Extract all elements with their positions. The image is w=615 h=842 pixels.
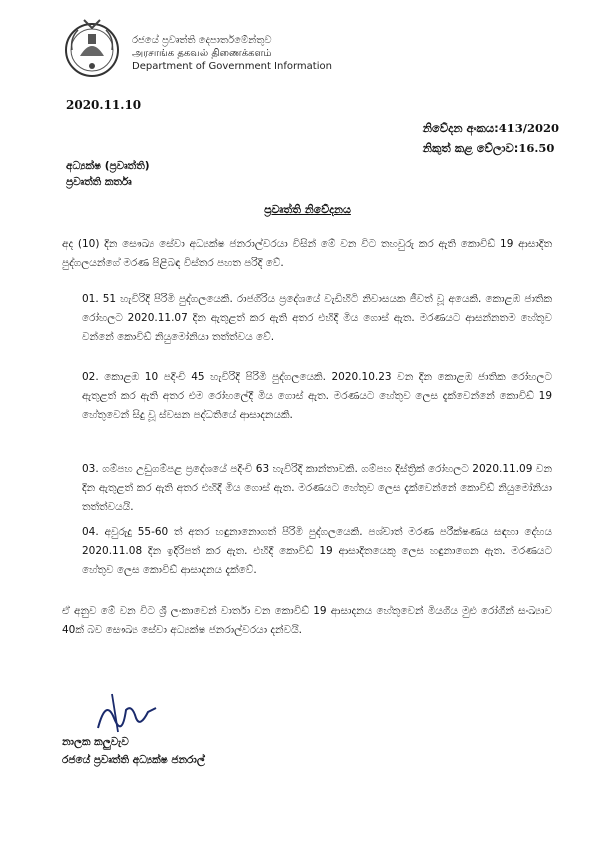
department-name-tamil: அரசாங்க தகவல் திணைக்களம் (132, 48, 272, 59)
letterhead (62, 12, 482, 84)
list-item-number: 04. (82, 526, 99, 538)
list-item (82, 523, 552, 580)
signatory-title: රජයේ ප්‍රවෘත්ති අධ්‍යක්ෂ ජනරාල් (62, 754, 205, 766)
issued-time-label: නිකුත් කළ වේලාව: (422, 141, 519, 155)
issued-time (423, 138, 559, 158)
release-meta (423, 118, 559, 158)
list-item-text: ගම්පහ උඩුගම්පළ ප්‍රදේශයේ පදිංචි 63 හැවිරිදි කාන්තාවකි. ගම්පහ දිස්ත්‍රික් රෝහලට 2020.11.09 වන දින ඇතුළත් කර ඇති අතර එහිදී මිය ගොස් ඇත. මරණයට හේතුව ලෙස දැක්වෙන්නේ කොවිඩ් නියුමෝනියා තත්ත්වයයි. (82, 463, 552, 513)
department-names (132, 34, 332, 73)
document-title-text: ප්‍රවෘත්ති නිවේදනය (264, 203, 351, 216)
list-item-text: 51 හැවිරිදි පිරිමි පුද්ගලයෙකි. රාජගිරිය ප්‍රදේශයේ වැඩිහිටි නිවාසයක ජීවත් වූ අයෙකි. කොළඹ ජාතික රෝහලට 2020.11.07 දින ඇතුළත් කර ඇති අතර එහිදී මිය ගොස් ඇත. මරණයට ආසන්නතම හේතුව වන්නේ කොවිඩ් නියුමෝනියා තත්ත්වය වේ. (82, 293, 552, 343)
release-number (423, 118, 559, 138)
addressee-line-2: ප්‍රවෘත්ති කර්තෘ (66, 176, 132, 188)
closing-paragraph: ඒ අනුව මේ වන විට ශ්‍රී ලංකාවෙන් වාර්තා වන කොවිඩ් 19 ආසාදනය හේතුවෙන් මියගිය මුළු රෝගීන් සංඛ්‍යාව 40ක් බව සෞඛ්‍ය සේවා අධ්‍යක්ෂ ජනරාල්වරයා දන්වයි. (62, 605, 552, 636)
addressee-line-1: අධ්‍යක්ෂ (ප්‍රවෘත්ති) (66, 160, 150, 172)
list-item (82, 290, 552, 347)
department-name-english: Department of Government Information (132, 61, 332, 72)
release-date: 2020.11.10 (66, 98, 142, 112)
national-emblem-icon (62, 16, 122, 80)
release-number-value: 413/2020 (498, 121, 559, 135)
list-item-text: අවුරුදු 55-60 ත් අතර හඳුනානොගත් පිරිමි පුද්ගලයෙකි. පශ්චාත් මරණ පරීක්ෂණය සඳහා දේහය 2020.11.08 දින ඉදිරිපත් කර ඇත. එහිදී කොවිඩ් 19 ආසාදිතයෙකු ලෙස හඳුනාගෙන ඇත. මරණයට හේතුව ලෙස කොවිඩ් ආසාදනය දැක්වේ. (82, 526, 552, 576)
signatory-block (62, 733, 205, 769)
list-item-number: 02. (82, 371, 99, 383)
issued-time-value: 16.50 (518, 141, 555, 155)
signatory-name: නාලක කලුවැව (62, 736, 129, 748)
department-name-sinhala: රජයේ ප්‍රවෘත්ති දෙපාර්තමේන්තුව (132, 35, 272, 46)
addressee (66, 158, 150, 190)
list-item (82, 368, 552, 425)
handwritten-signature (92, 688, 172, 736)
list-item (82, 460, 552, 517)
list-item-number: 03. (82, 463, 99, 475)
list-item-number: 01. (82, 293, 99, 305)
document-title (0, 203, 615, 217)
list-item-text: කොළඹ 10 පදිංචි 45 හැවිරිදි පිරිමි පුද්ගලයෙකි. 2020.10.23 වන දින කොළඹ ජාතික රෝහලට ඇතුළත් කර ඇති අතර එම රෝහලේදී මිය ගොස් ඇත. මරණයට හේතුව ලෙස දැක්වෙන්නේ කොවිඩ් 19 හේතුවෙන් සිදු වූ ස්වසන පද්ධතියේ ආසාදනයකි. (82, 371, 552, 421)
release-number-label: නිවේදන අංකය: (422, 121, 499, 135)
intro-paragraph: අද (10) දින සෞඛ්‍ය සේවා අධ්‍යක්ෂ ජනරාල්වරයා විසින් මේ වන විට තහවුරු කර ඇති කොවිඩ් 19 ආසාදිත පුද්ගලයන්ගේ මරණ පිළිබඳ විස්තර පහත පරිදි වේ. (62, 238, 552, 269)
